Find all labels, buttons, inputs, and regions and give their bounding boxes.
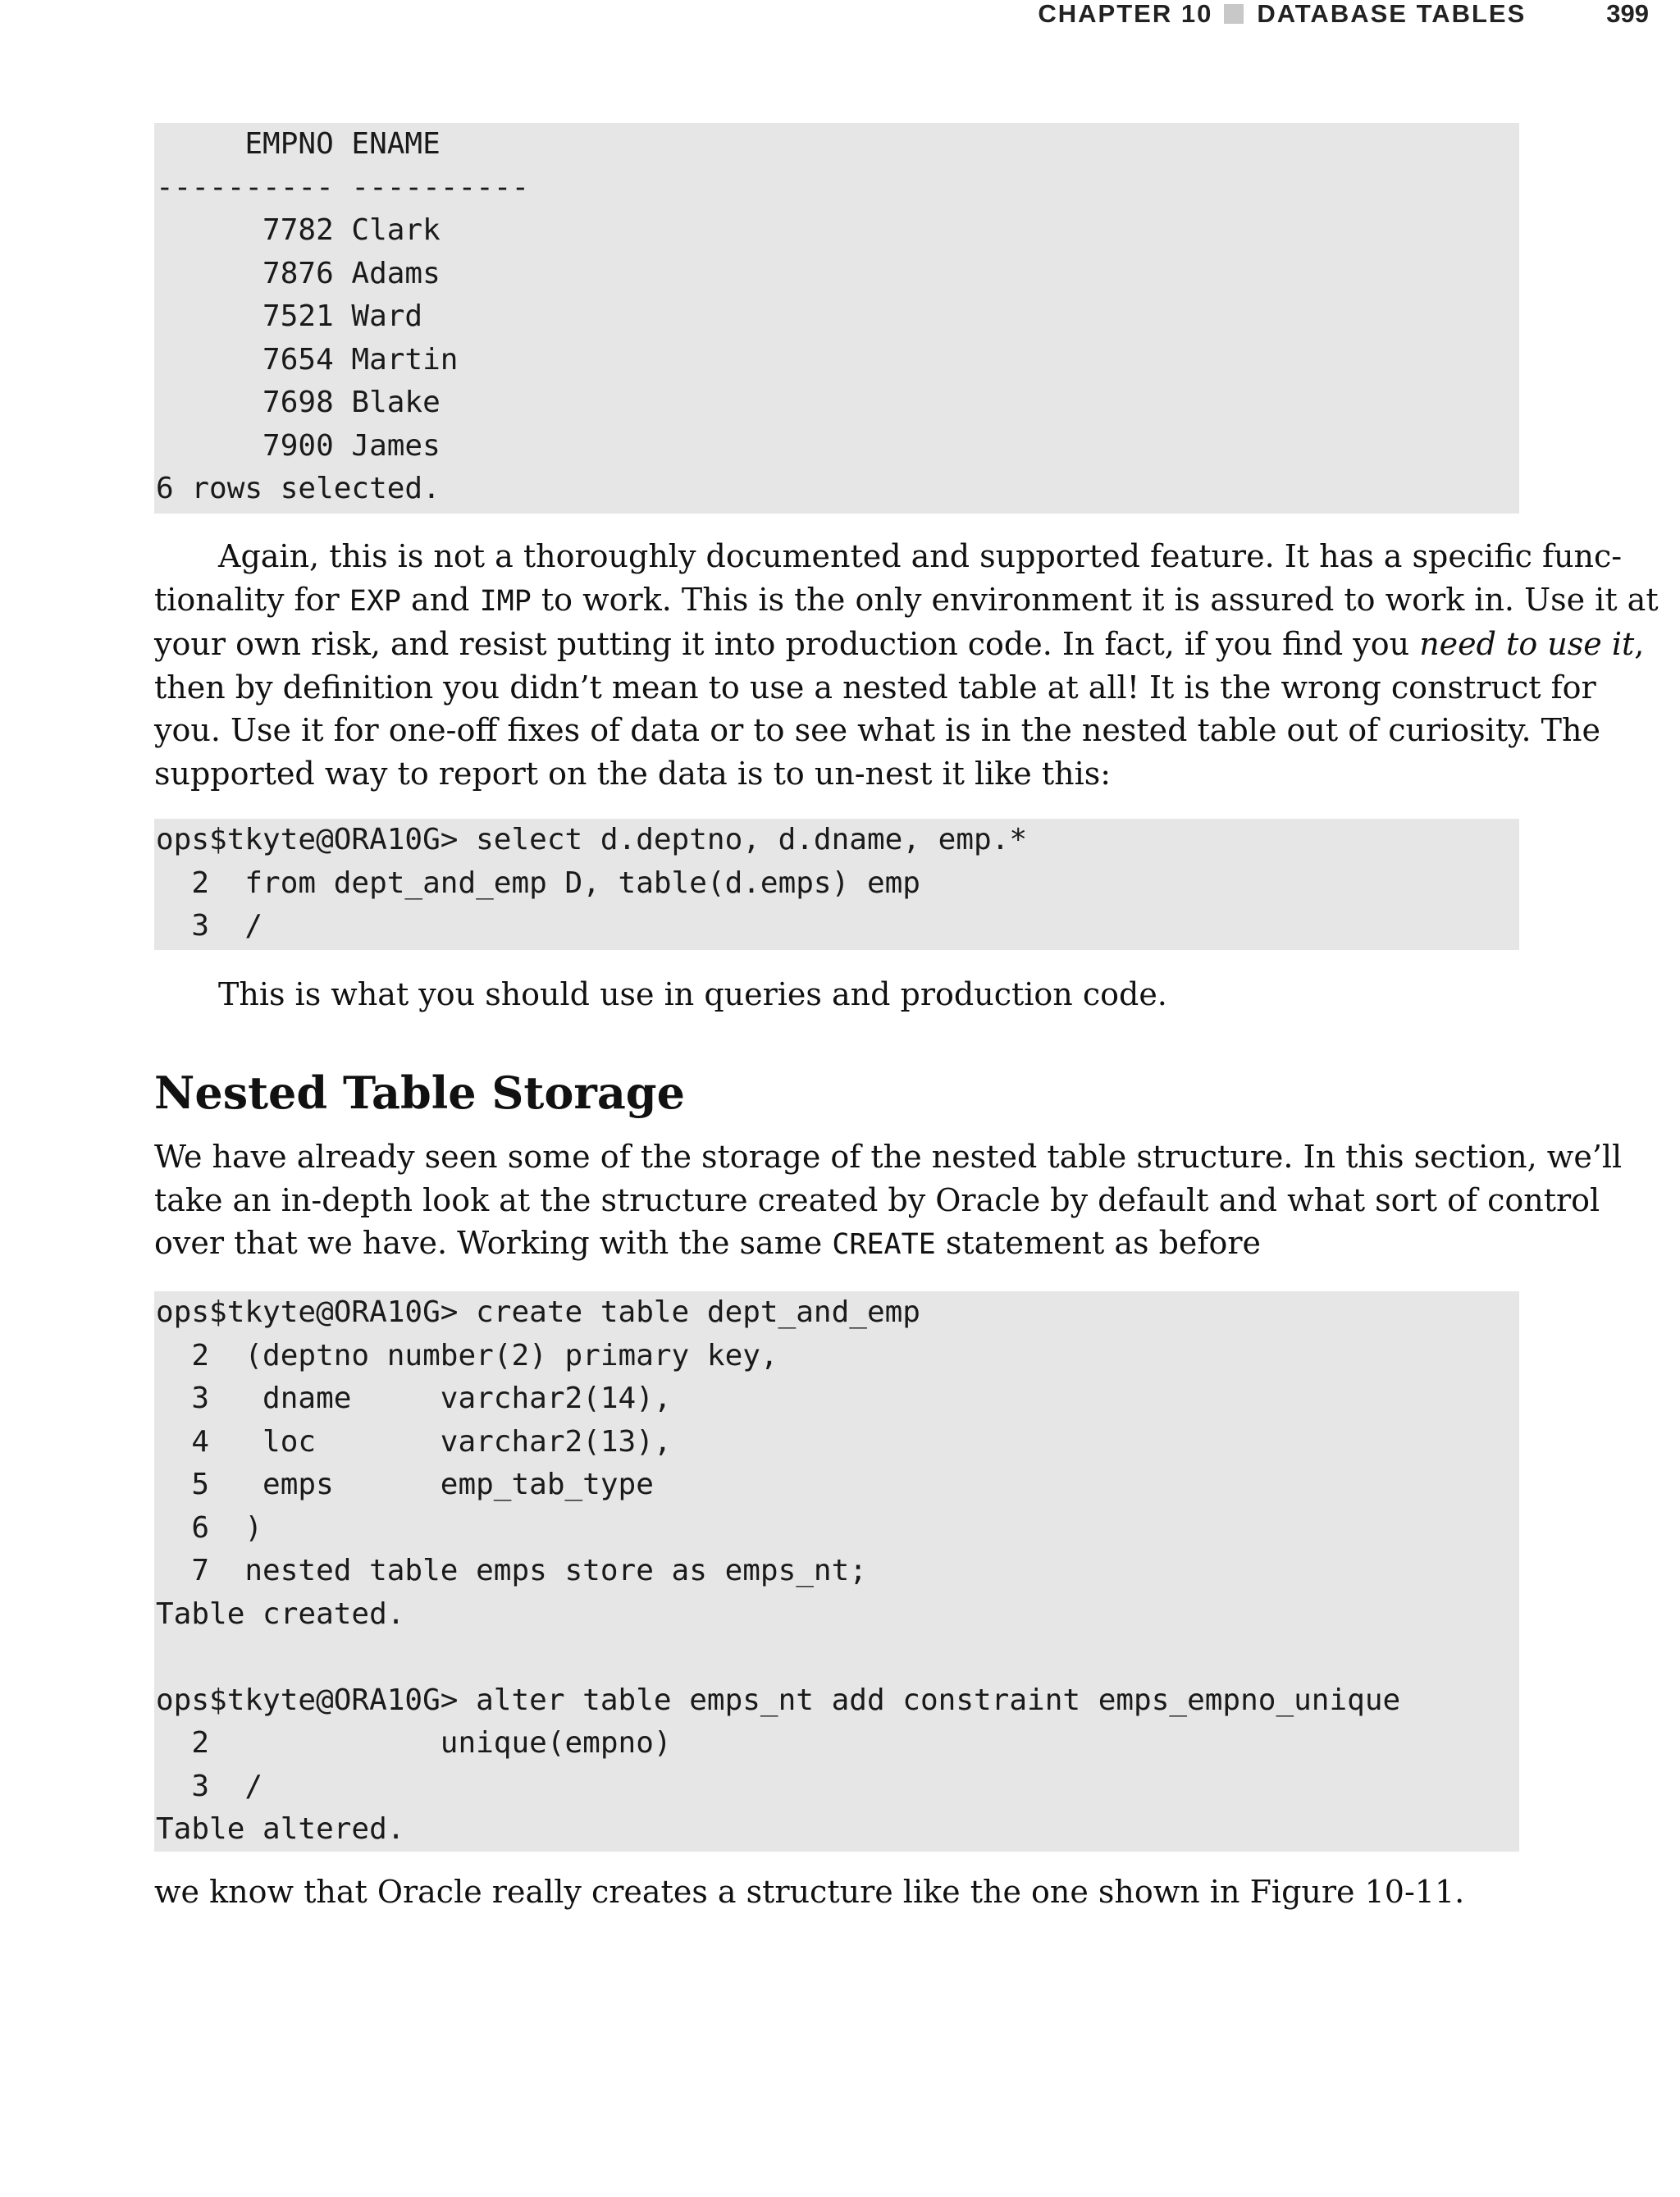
text-line: Again, this is not a thoroughly documented and supported feature. It has a specific func-: [218, 538, 1623, 574]
text-line: take an in-depth look at the structure created by Oracle by default and what sort of control: [154, 1181, 1600, 1218]
text-run: to work. This is the only environment it is assured to work in. Use it at: [531, 581, 1659, 618]
code-block-create-table: [154, 1291, 1519, 1852]
chapter-label: CHAPTER 10: [1038, 0, 1213, 28]
text-run: tionality for: [154, 581, 349, 618]
paragraph-storage-intro: [154, 1135, 1623, 1267]
code-line: Table created.: [156, 1596, 405, 1631]
paragraph-recommendation: [154, 973, 1519, 1016]
text-line: We have already seen some of the storage of the nested table structure. In this section, we’ll: [154, 1139, 1623, 1175]
paragraph-unsupported-feature: [154, 535, 1659, 795]
code-line: 7698 Blake: [156, 386, 441, 419]
running-head: [1038, 0, 1649, 28]
separator-square-icon: [1224, 4, 1244, 24]
text-line: [154, 1222, 1519, 1267]
text-line: [154, 578, 1659, 623]
text-run: over that we have. Working with the same: [154, 1225, 833, 1261]
code-line: 7876 Adams: [156, 256, 441, 290]
code-line: 5 emps emp_tab_type: [156, 1468, 654, 1501]
text-line: you. Use it for one-off fixes of data or to see what is in the nested table out of curiosity. The: [154, 712, 1600, 748]
code-line: 2 unique(empno): [156, 1726, 672, 1760]
emphasis: need to use it: [1419, 626, 1635, 662]
code-line: Table altered.: [156, 1812, 405, 1846]
code-line: 2 (deptno number(2) primary key,: [156, 1338, 778, 1373]
code-block-query-output: [154, 123, 1519, 514]
paragraph-figure-reference: [154, 1870, 1519, 1914]
code-line: ops$tkyte@ORA10G> select d.deptno, d.dname, emp.*: [156, 823, 1028, 856]
text-line: then by definition you didn’t mean to use a nested table at all! It is the wrong construct for: [154, 669, 1596, 706]
code-line: ---------- ----------: [156, 170, 530, 204]
code-line: ops$tkyte@ORA10G> create table dept_and_emp: [156, 1295, 920, 1329]
inline-code: CREATE: [832, 1228, 936, 1261]
text-line: This is what you should use in queries and production code.: [218, 976, 1167, 1012]
code-line: 4 loc varchar2(13),: [156, 1424, 672, 1459]
section-label: DATABASE TABLES: [1257, 0, 1527, 28]
code-line: 7782 Clark: [156, 213, 441, 247]
code-line: 3 dname varchar2(14),: [156, 1382, 672, 1415]
inline-code: IMP: [479, 584, 532, 618]
code-line: 7900 James: [156, 428, 441, 463]
text-run: statement as before: [935, 1225, 1262, 1261]
code-line: 3 /: [156, 1769, 263, 1803]
text-run: your own risk, and resist putting it into production code. In fact, if you find you: [154, 626, 1420, 662]
text-line: we know that Oracle really creates a structure like the one shown in Figure 10-11.: [154, 1874, 1465, 1910]
code-line: 6 ): [156, 1510, 263, 1545]
code-line: 6 rows selected.: [156, 472, 441, 505]
code-block-unnest-query: [154, 819, 1519, 950]
text-line: supported way to report on the data is to un-nest it like this:: [154, 755, 1112, 792]
code-line: 2 from dept_and_emp D, table(d.emps) emp: [156, 866, 920, 900]
code-line: ops$tkyte@ORA10G> alter table emps_nt add constraint emps_empno_unique: [156, 1683, 1401, 1717]
code-line: 7654 Martin: [156, 342, 459, 377]
code-line: [156, 1636, 1519, 1679]
code-line: EMPNO ENAME: [156, 127, 441, 161]
text-line: [154, 623, 1645, 666]
text-run: ,: [1634, 626, 1645, 662]
section-heading: Nested Table Storage: [154, 1067, 685, 1119]
code-line: 7 nested table emps store as emps_nt;: [156, 1554, 867, 1587]
page-number: 399: [1606, 0, 1649, 28]
code-line: 7521 Ward: [156, 299, 423, 333]
code-line: 3 /: [156, 909, 263, 943]
inline-code: EXP: [349, 584, 401, 618]
text-run: and: [400, 581, 480, 618]
